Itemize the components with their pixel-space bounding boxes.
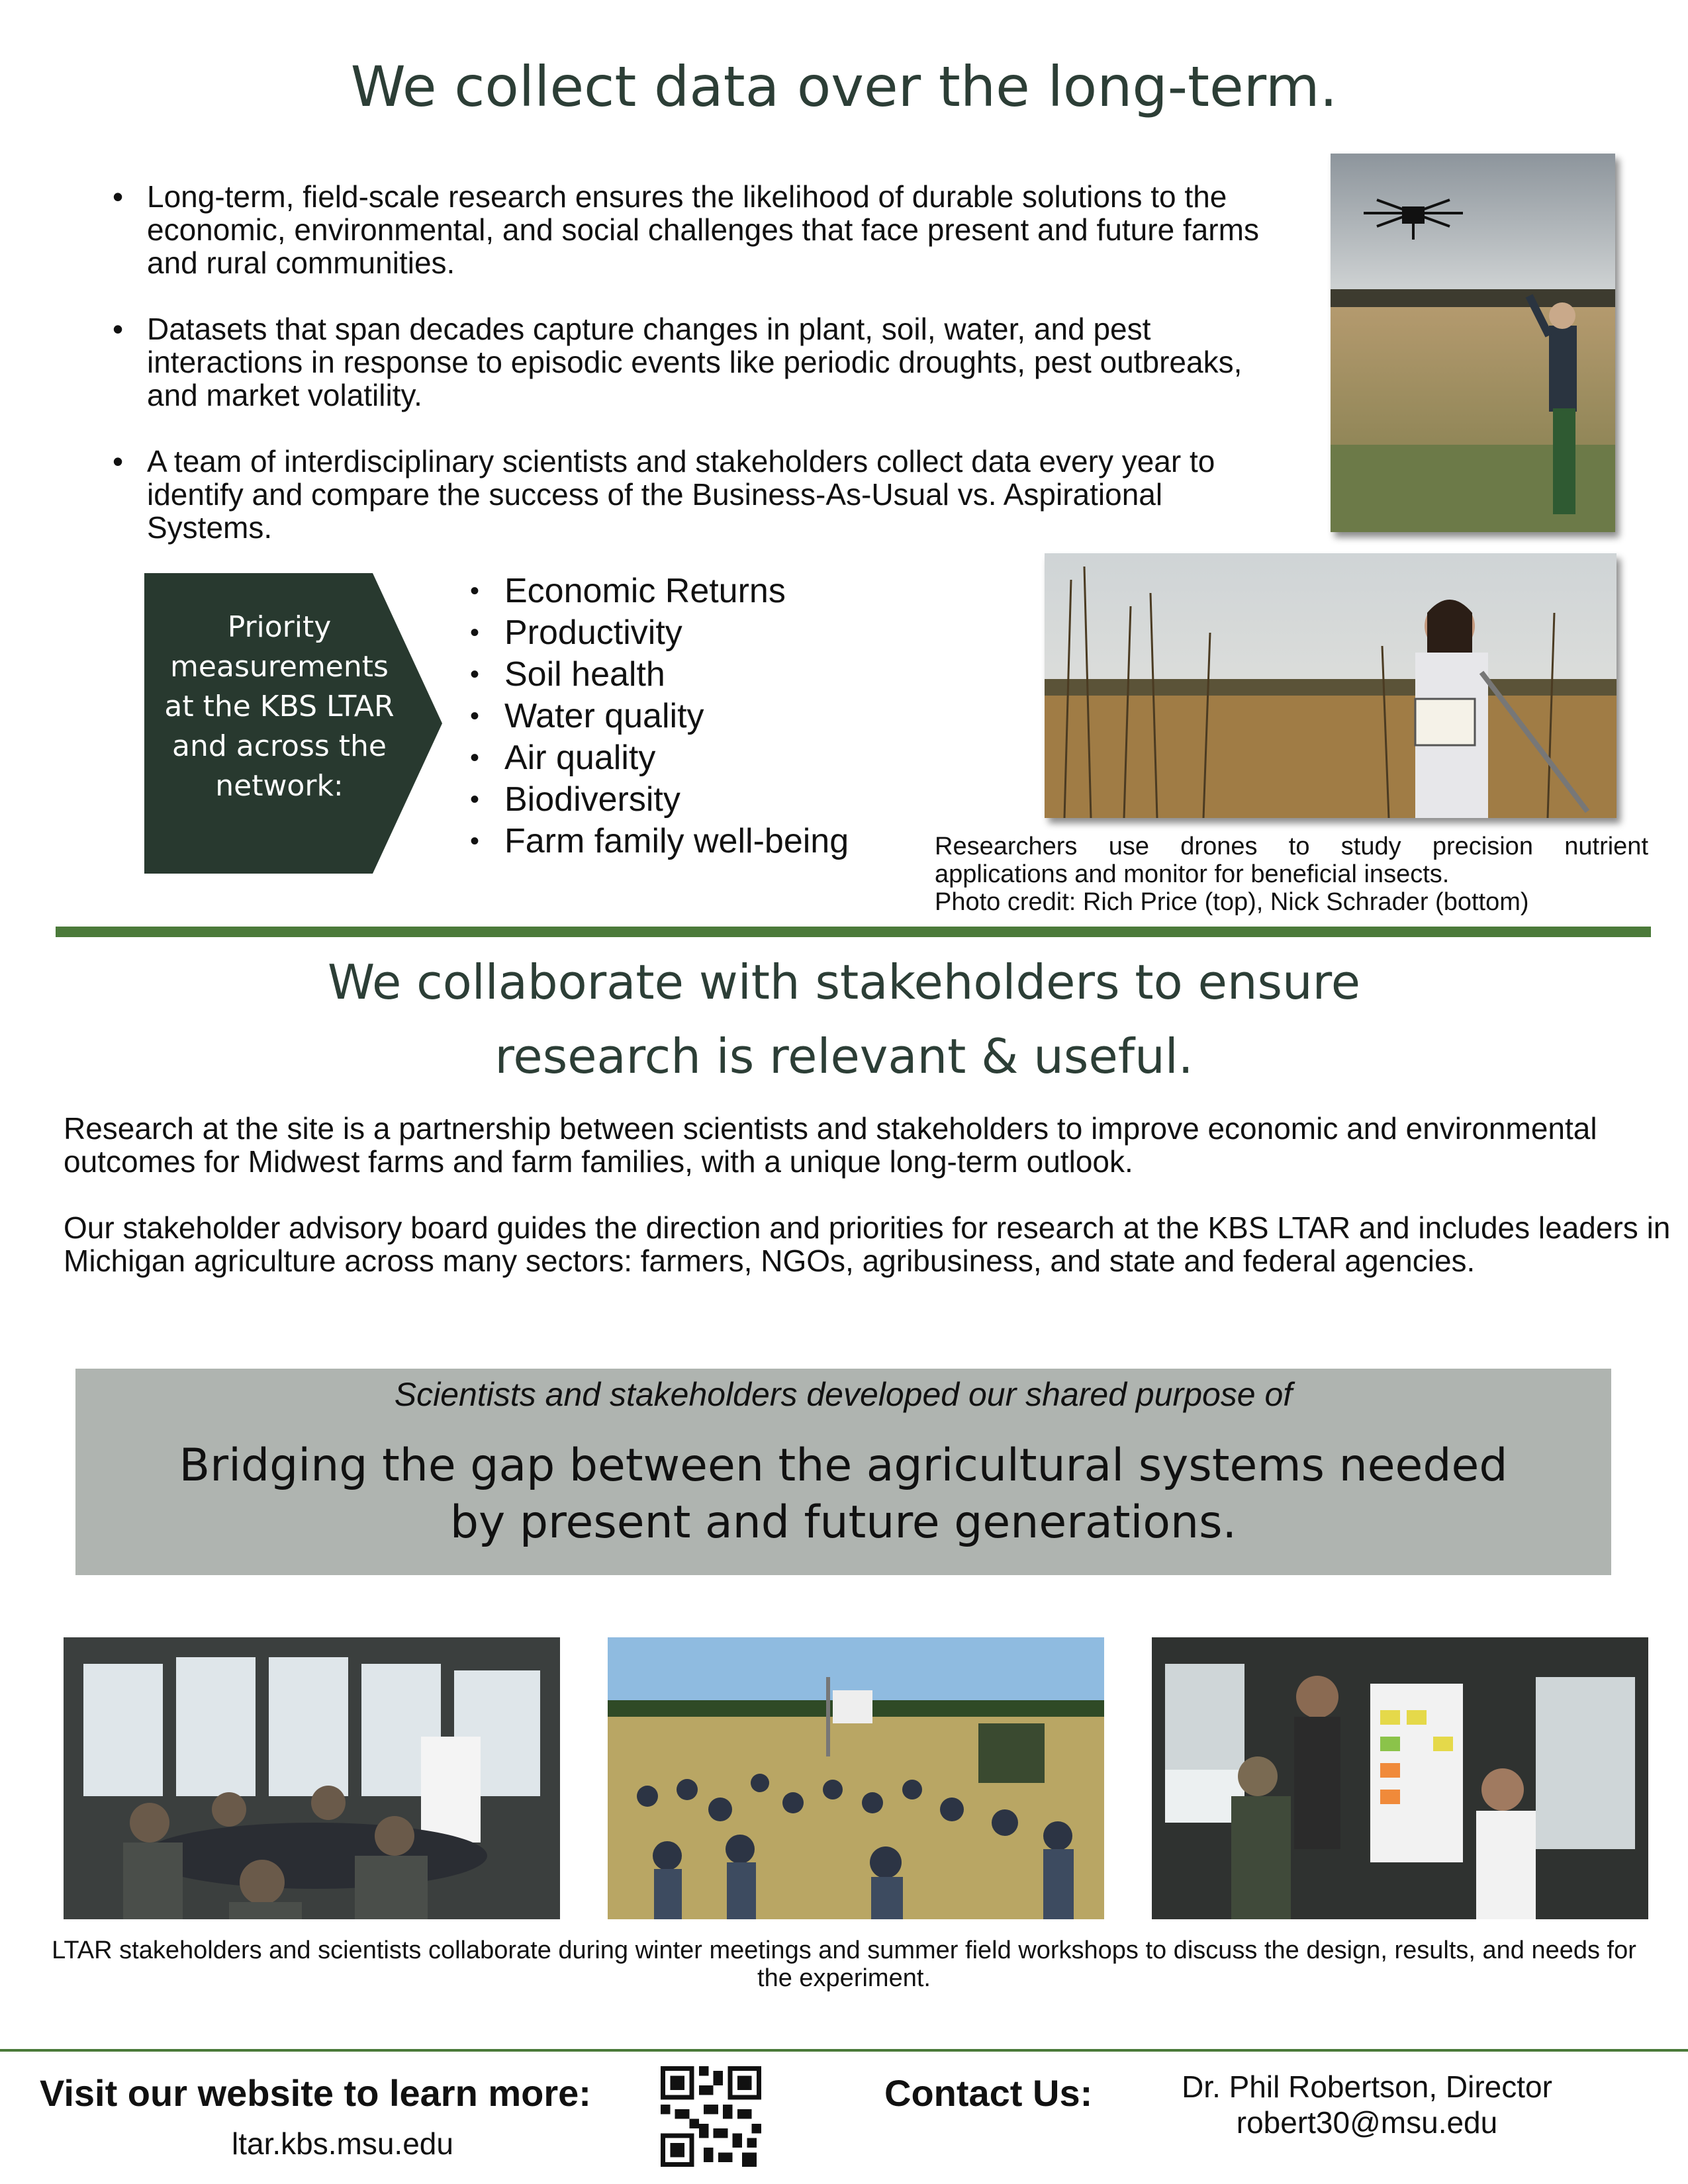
insect-net-photo — [1045, 553, 1617, 818]
winter-meeting-illustration — [64, 1637, 560, 1919]
long-term-bullets — [113, 180, 1284, 577]
partnership-paragraph: Research at the site is a partnership between scientists and stakeholders to improve economic and environmental outcomes for Midwest farms and farm families, with a unique long-term outlook. — [64, 1111, 1597, 1179]
whiteboard-meeting-photo — [1152, 1637, 1648, 1919]
insect-net-photo-illustration — [1045, 553, 1617, 818]
whiteboard-meeting-illustration — [1152, 1637, 1648, 1919]
purpose-statement — [75, 1437, 1611, 1551]
list-item: • Farm family well-being — [470, 821, 849, 862]
advisory-board-paragraph: Our stakeholder advisory board guides the direction and priorities for research at the KBS LTAR and includes leaders in Michigan agriculture across many sectors: farmers, NGOs, agribusiness, and state and federal agencies. — [64, 1210, 1671, 1278]
list-item: • Economic Returns — [470, 570, 849, 612]
priority-measurements-list — [470, 570, 849, 862]
photo-caption-line: applications and monitor for beneficial insects. — [935, 860, 1450, 888]
purpose-statement-line: Bridging the gap between the agricultural systems needed — [179, 1439, 1508, 1492]
website-link[interactable]: ltar.kbs.msu.edu — [232, 2126, 453, 2161]
section-title-collaborate-line1: We collaborate with stakeholders to ensure — [328, 954, 1360, 1010]
list-item: • Air quality — [470, 737, 849, 779]
priority-label: Priority measurements at the KBS LTAR and across the network: — [164, 610, 395, 803]
photos-caption: LTAR stakeholders and scientists collaborate during winter meetings and summer field workshops to discuss the design, results, and needs for the experiment. — [52, 1936, 1636, 1992]
list-item: • Water quality — [470, 696, 849, 737]
list-item: • Biodiversity — [470, 779, 849, 821]
photo-caption — [935, 833, 1648, 916]
section-title-collaborate-line2: research is relevant & useful. — [494, 1028, 1194, 1084]
qr-code[interactable] — [661, 2065, 761, 2168]
drone-photo — [1331, 154, 1615, 532]
field-workshop-photo — [608, 1637, 1104, 1919]
section-title-long-term: We collect data over the long-term. — [350, 54, 1338, 119]
section-divider — [56, 927, 1651, 937]
photo-caption-line: Researchers use drones to study precision nutrient — [935, 833, 1648, 860]
contact-email[interactable]: robert30@msu.edu — [1236, 2105, 1498, 2140]
winter-meeting-photo — [64, 1637, 560, 1919]
contact-name: Dr. Phil Robertson, Director — [1182, 2070, 1552, 2104]
photo-credit: Photo credit: Rich Price (top), Nick Schrader (bottom) — [935, 888, 1529, 916]
list-item: • Soil health — [470, 654, 849, 696]
field-workshop-illustration — [608, 1637, 1104, 1919]
purpose-statement-line: by present and future generations. — [449, 1496, 1237, 1549]
qr-code-graphic — [661, 2065, 761, 2168]
visit-website-label: Visit our website to learn more: — [40, 2072, 591, 2114]
list-item: • Productivity — [470, 612, 849, 654]
contact-label: Contact Us: — [884, 2072, 1093, 2114]
purpose-intro: Scientists and stakeholders developed our shared purpose of — [394, 1376, 1293, 1413]
list-item: • Datasets that span decades capture changes in plant, soil, water, and pest interactions in response to episodic events like periodic droughts, pest outbreaks, and market volatility. — [113, 312, 1284, 412]
list-item: • A team of interdisciplinary scientists and stakeholders collect data every year to identify and compare the success of the Business-As-Usual vs. Aspirational Systems. — [113, 445, 1284, 544]
list-item: • Long-term, field-scale research ensures the likelihood of durable solutions to the economic, environmental, and social challenges that face present and future farms and rural communities. — [113, 180, 1284, 279]
drone-photo-illustration — [1331, 154, 1615, 532]
footer-divider — [0, 2049, 1688, 2052]
